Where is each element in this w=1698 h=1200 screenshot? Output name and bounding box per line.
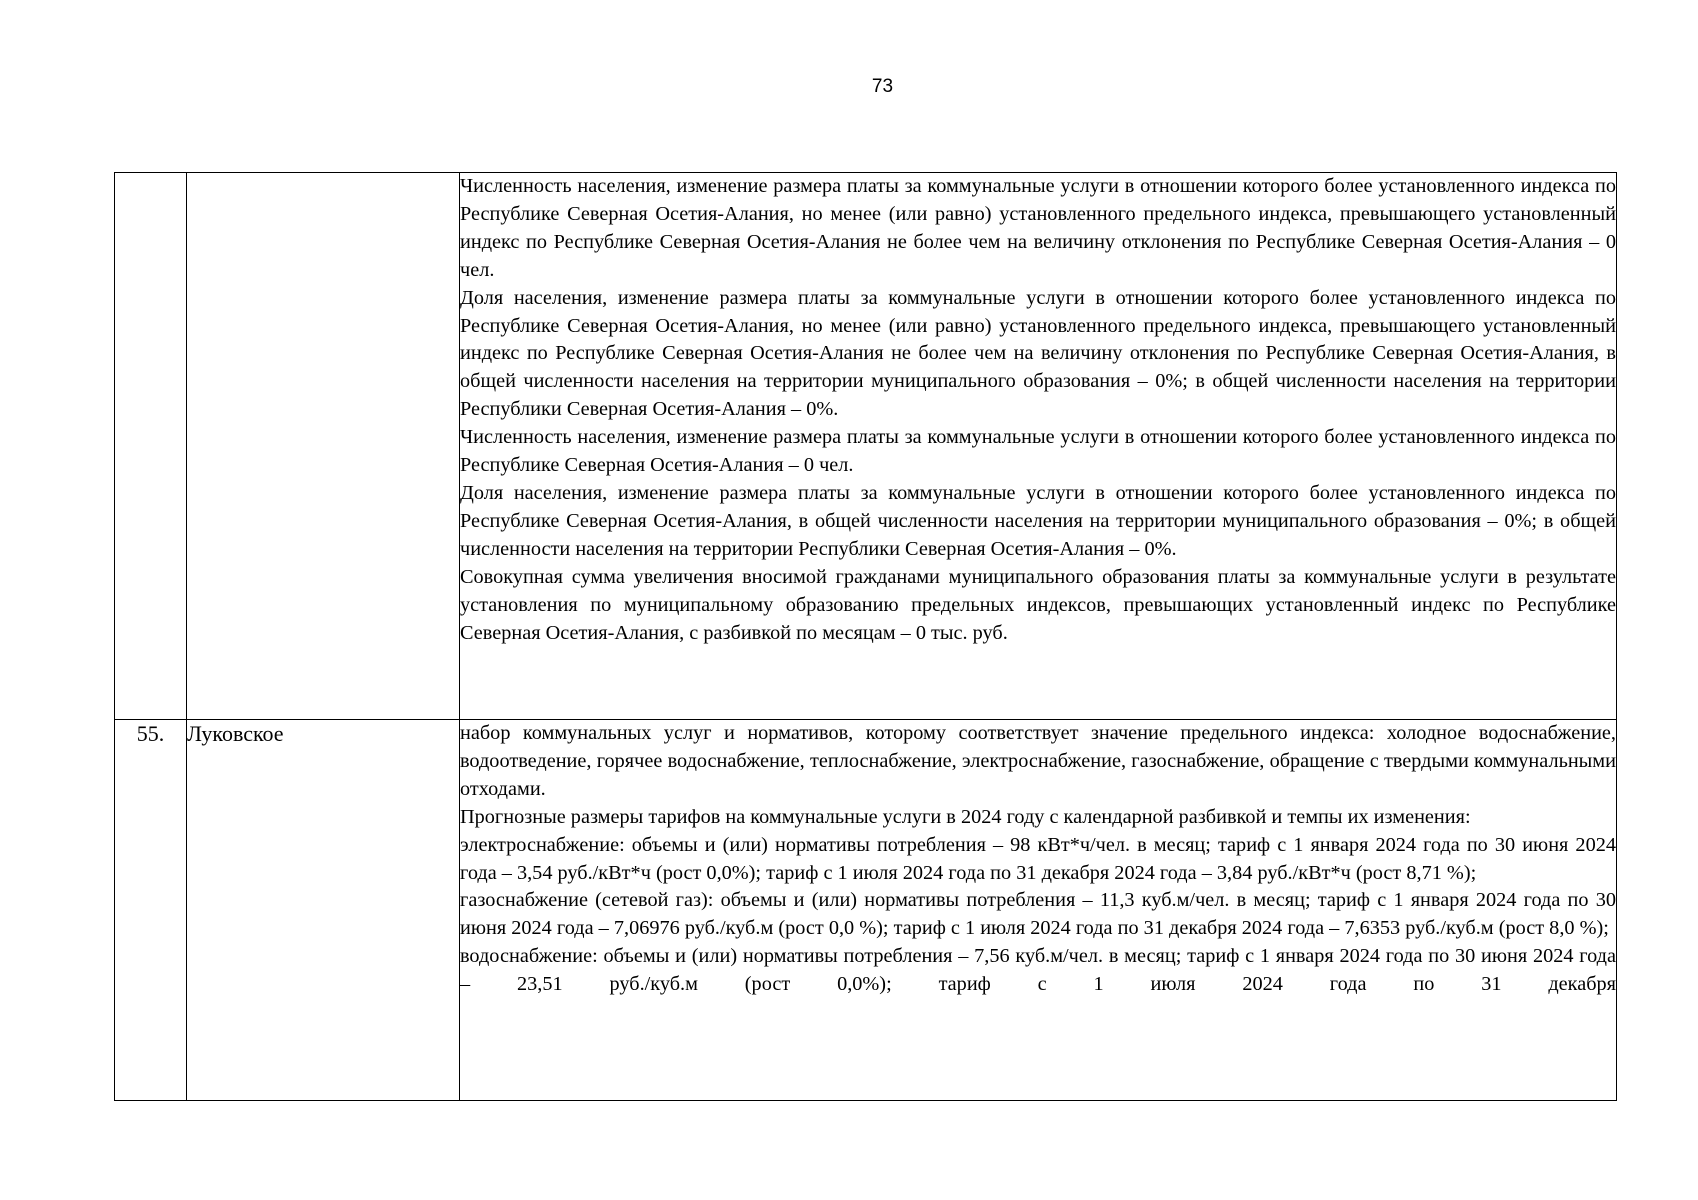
paragraph: Совокупная сумма увеличения вносимой гражданами муниципального образования платы за коммунальные услуги в результате установления по муниципальному образованию предельных индексов, превышающих установленный индекс по Республике Северная Осетия-Алания, с разбивкой по месяцам – 0 тыс. руб. <box>460 565 1616 644</box>
row-number-cell: 55. <box>115 720 187 1101</box>
paragraph: электроснабжение: объемы и (или) нормативы потребления – 98 кВт*ч/чел. в месяц; тариф с 1 января 2024 года по 30 июня 2024 года – 3,54 руб./кВт*ч (рост 0,0%); тариф с 1 июля 2024 года по 31 декабря 2024 года – 3,84 руб./кВт*ч (рост 8,71 %); <box>460 833 1616 884</box>
paragraph: Численность населения, изменение размера платы за коммунальные услуги в отношении которого более установленного индекса по Республике Северная Осетия-Алания – 0 чел. <box>460 426 1616 477</box>
page-number: 73 <box>871 76 894 97</box>
row-number-cell <box>115 173 187 720</box>
paragraph: водоснабжение: объемы и (или) нормативы потребления – 7,56 куб.м/чел. в месяц; тариф с 1 января 2024 года по 30 июня 2024 года – 23,51 руб./куб.м (рост 0,0%); тариф с 1 июля 2024 года по 31 декабря <box>460 945 1616 996</box>
municipality-name-cell <box>187 173 460 720</box>
paragraph: Доля населения, изменение размера платы за коммунальные услуги в отношении которого более установленного индекса по Республике Северная Осетия-Алания, в общей численности населения на территории муниципального образования – 0%; в общей численности населения на территории Республики Северная Осетия-Алания – 0%. <box>460 481 1616 560</box>
paragraph: набор коммунальных услуг и нормативов, которому соответствует значение предельного индекса: холодное водоснабжение, водоотведение, горячее водоснабжение, теплоснабжение, электроснабжение, газоснабжение, обращение с твердыми коммунальными отходами. <box>460 722 1616 800</box>
description-cell <box>460 173 1617 720</box>
table-row <box>115 720 1617 1101</box>
paragraph: Прогнозные размеры тарифов на коммунальные услуги в 2024 году с календарной разбивкой и темпы их изменения: <box>460 805 1471 828</box>
description-cell <box>460 720 1617 1101</box>
paragraph: Доля населения, изменение размера платы за коммунальные услуги в отношении которого более установленного индекса по Республике Северная Осетия-Алания, но менее (или равно) установленного предельного индекса, превышающего установленный индекс по Республике Северная Осетия-Алания не более чем на величину отклонения по Республике Северная Осетия-Алания, в общей численности населения на территории муниципального образования – 0%; в общей численности населения на территории Республики Северная Осетия-Алания – 0%. <box>460 286 1616 421</box>
municipal-index-table <box>114 172 1617 1101</box>
table-row <box>115 173 1617 720</box>
municipality-name-cell: Луковское <box>187 720 460 1101</box>
paragraph: Численность населения, изменение размера платы за коммунальные услуги в отношении которого более установленного индекса по Республике Северная Осетия-Алания, но менее (или равно) установленного предельного индекса, превышающего установленный индекс по Республике Северная Осетия-Алания не более чем на величину отклонения по Республике Северная Осетия-Алания – 0 чел. <box>460 175 1616 281</box>
paragraph: газоснабжение (сетевой газ): объемы и (или) нормативы потребления – 11,3 куб.м/чел. в месяц; тариф с 1 января 2024 года по 30 июня 2024 года – 7,06976 руб./куб.м (рост 0,0 %); тариф с 1 июля 2024 года по 31 декабря 2024 года – 7,6353 руб./куб.м (рост 8,0 %); <box>460 889 1616 940</box>
